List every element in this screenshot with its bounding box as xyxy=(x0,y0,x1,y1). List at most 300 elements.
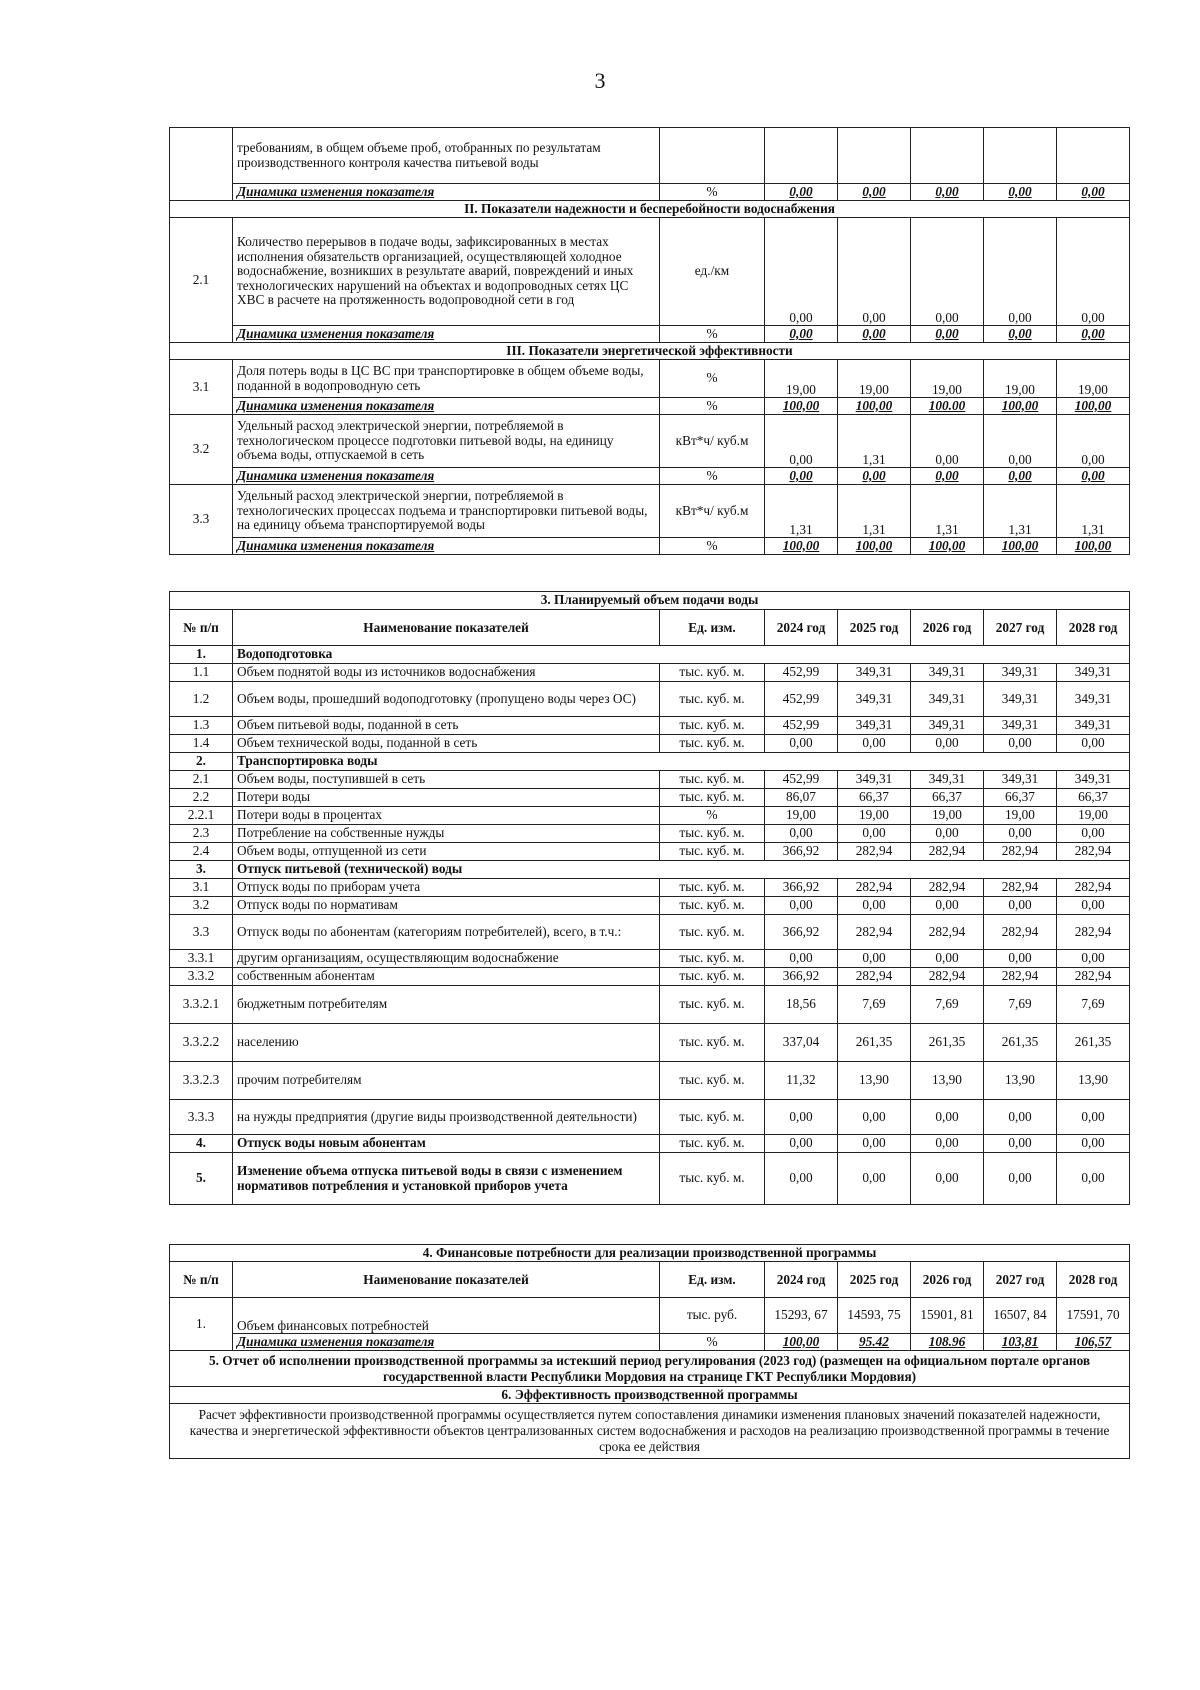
value-1: 11,32 xyxy=(765,1062,838,1100)
value-5: 7,69 xyxy=(1057,986,1130,1024)
group-empty xyxy=(660,646,1130,664)
row-number: 5. xyxy=(170,1153,233,1205)
header-year-2: 2025 год xyxy=(838,610,911,646)
row-number: 2. xyxy=(170,753,233,771)
unit-cell: % xyxy=(660,807,765,825)
group-name: Водоподготовка xyxy=(233,646,660,664)
value-2: 0,00 xyxy=(838,897,911,915)
value-2: 349,31 xyxy=(838,682,911,717)
row-number: 3.3.2.2 xyxy=(170,1024,233,1062)
value-2: 0,00 xyxy=(838,825,911,843)
efficiency-text-row xyxy=(170,1404,1130,1459)
table-row xyxy=(170,879,1130,897)
unit-cell: тыс. куб. м. xyxy=(660,1153,765,1205)
header-year-5: 2028 год xyxy=(1057,610,1130,646)
value-2: 66,37 xyxy=(838,789,911,807)
dynamics-label: Динамика изменения показателя xyxy=(233,326,660,343)
value-3: 13,90 xyxy=(911,1062,984,1100)
dynamics-value-1: 0,00 xyxy=(765,326,838,343)
indicator-name: Потери воды в процентах xyxy=(233,807,660,825)
value-1: 366,92 xyxy=(765,879,838,897)
value-3: 282,94 xyxy=(911,968,984,986)
header-name: Наименование показателей xyxy=(233,1262,660,1298)
unit-cell: ед./км xyxy=(660,218,765,326)
value-5: 261,35 xyxy=(1057,1024,1130,1062)
value-1: 0,00 xyxy=(765,1135,838,1153)
value-1: 1,31 xyxy=(765,485,838,538)
dynamics-row xyxy=(170,398,1130,415)
value-4: 0,00 xyxy=(984,415,1057,468)
dynamics-value-5: 0,00 xyxy=(1057,184,1130,201)
finance-value-5: 17591, 70 xyxy=(1057,1298,1130,1334)
dynamics-value-1: 0,00 xyxy=(765,468,838,485)
indicator-name: Отпуск воды новым абонентам xyxy=(233,1135,660,1153)
indicator-name: Потери воды xyxy=(233,789,660,807)
value-cell xyxy=(911,128,984,184)
row-number: 3.2 xyxy=(170,415,233,485)
value-4: 19,00 xyxy=(984,360,1057,398)
value-5: 282,94 xyxy=(1057,843,1130,861)
indicator-name: Отпуск воды по приборам учета xyxy=(233,879,660,897)
value-3: 282,94 xyxy=(911,879,984,897)
value-5: 0,00 xyxy=(1057,1153,1130,1205)
value-2: 0,00 xyxy=(838,1135,911,1153)
dynamics-value-3: 0,00 xyxy=(911,326,984,343)
row-number: 2.2.1 xyxy=(170,807,233,825)
dynamics-value-2: 0,00 xyxy=(838,184,911,201)
value-3: 19,00 xyxy=(911,807,984,825)
indicator-name: Объем финансовых потребностей xyxy=(233,1298,660,1334)
unit-cell: тыс. куб. м. xyxy=(660,968,765,986)
value-3: 0,00 xyxy=(911,415,984,468)
indicator-name: требованиям, в общем объеме проб, отобранных по результатам производственного контроля качества питьевой воды xyxy=(233,128,660,184)
value-2: 349,31 xyxy=(838,771,911,789)
value-2: 7,69 xyxy=(838,986,911,1024)
header-row xyxy=(170,1262,1130,1298)
dynamics-value-1: 0,00 xyxy=(765,184,838,201)
table-row xyxy=(170,1062,1130,1100)
value-4: 0,00 xyxy=(984,1153,1057,1205)
header-unit: Ед. изм. xyxy=(660,610,765,646)
value-1: 0,00 xyxy=(765,735,838,753)
value-1: 452,99 xyxy=(765,771,838,789)
value-5: 0,00 xyxy=(1057,218,1130,326)
indicator-name: Потребление на собственные нужды xyxy=(233,825,660,843)
value-cell xyxy=(765,128,838,184)
value-5: 0,00 xyxy=(1057,415,1130,468)
row-number: 1.2 xyxy=(170,682,233,717)
value-2: 0,00 xyxy=(838,950,911,968)
value-4: 0,00 xyxy=(984,218,1057,326)
table-row xyxy=(170,735,1130,753)
value-2: 282,94 xyxy=(838,968,911,986)
table-row xyxy=(170,771,1130,789)
header-year-1: 2024 год xyxy=(765,610,838,646)
dynamics-value-2: 100,00 xyxy=(838,538,911,555)
row-number: 3.3 xyxy=(170,485,233,555)
value-3: 0,00 xyxy=(911,735,984,753)
row-number: 2.2 xyxy=(170,789,233,807)
row-number: 3.2 xyxy=(170,897,233,915)
indicator-name: Объем питьевой воды, поданной в сеть xyxy=(233,717,660,735)
value-4: 261,35 xyxy=(984,1024,1057,1062)
dynamics-value-4: 100,00 xyxy=(984,398,1057,415)
unit-cell: % xyxy=(660,468,765,485)
section-title-row xyxy=(170,592,1130,610)
value-3: 0,00 xyxy=(911,897,984,915)
value-1: 19,00 xyxy=(765,807,838,825)
value-4: 349,31 xyxy=(984,717,1057,735)
value-4: 7,69 xyxy=(984,986,1057,1024)
value-2: 349,31 xyxy=(838,664,911,682)
value-4: 0,00 xyxy=(984,1135,1057,1153)
unit-cell: тыс. куб. м. xyxy=(660,950,765,968)
dynamics-value-5: 100,00 xyxy=(1057,398,1130,415)
value-4: 0,00 xyxy=(984,950,1057,968)
value-5: 0,00 xyxy=(1057,950,1130,968)
finance-table xyxy=(169,1244,1130,1459)
indicator-name: Объем воды, отпущенной из сети xyxy=(233,843,660,861)
header-name: Наименование показателей xyxy=(233,610,660,646)
value-5: 0,00 xyxy=(1057,897,1130,915)
value-1: 337,04 xyxy=(765,1024,838,1062)
indicator-name: Удельный расход электрической энергии, потребляемой в технологических процессах подъема и транспортировки питьевой воды, на единицу объема транспортируемой воды xyxy=(233,485,660,538)
value-3: 1,31 xyxy=(911,485,984,538)
table-row xyxy=(170,861,1130,879)
row-number: 1.3 xyxy=(170,717,233,735)
dynamics-value-4: 100,00 xyxy=(984,538,1057,555)
value-4: 282,94 xyxy=(984,968,1057,986)
value-5: 349,31 xyxy=(1057,682,1130,717)
value-3: 282,94 xyxy=(911,843,984,861)
table-row xyxy=(170,1024,1130,1062)
dynamics-label: Динамика изменения показателя xyxy=(233,538,660,555)
unit-cell: тыс. куб. м. xyxy=(660,897,765,915)
dynamics-label: Динамика изменения показателя xyxy=(233,468,660,485)
indicator-name: Объем воды, прошедший водоподготовку (пропущено воды через ОС) xyxy=(233,682,660,717)
unit-cell: кВт*ч/ куб.м xyxy=(660,415,765,468)
value-2: 0,00 xyxy=(838,735,911,753)
section-title-row xyxy=(170,1245,1130,1262)
value-4: 282,94 xyxy=(984,879,1057,897)
value-3: 0,00 xyxy=(911,825,984,843)
indicator-name: на нужды предприятия (другие виды производственной деятельности) xyxy=(233,1100,660,1135)
value-2: 0,00 xyxy=(838,218,911,326)
dynamics-value-1: 100,00 xyxy=(765,398,838,415)
row-number: 3.1 xyxy=(170,879,233,897)
unit-cell: тыс. руб. xyxy=(660,1298,765,1334)
dynamics-value-2: 0,00 xyxy=(838,326,911,343)
value-2: 1,31 xyxy=(838,485,911,538)
row-number: 3.3.3 xyxy=(170,1100,233,1135)
value-1: 0,00 xyxy=(765,950,838,968)
table-row xyxy=(170,843,1130,861)
unit-cell: % xyxy=(660,326,765,343)
value-5: 349,31 xyxy=(1057,717,1130,735)
unit-cell: % xyxy=(660,360,765,398)
unit-cell: тыс. куб. м. xyxy=(660,1062,765,1100)
value-1: 452,99 xyxy=(765,717,838,735)
row-number: 2.4 xyxy=(170,843,233,861)
value-cell xyxy=(838,128,911,184)
indicator-name: Отпуск воды по абонентам (категориям потребителей), всего, в т.ч.: xyxy=(233,915,660,950)
table-row xyxy=(170,717,1130,735)
unit-cell: тыс. куб. м. xyxy=(660,1024,765,1062)
dynamics-value-1: 100,00 xyxy=(765,538,838,555)
table-row xyxy=(170,968,1130,986)
value-5: 349,31 xyxy=(1057,771,1130,789)
value-3: 19,00 xyxy=(911,360,984,398)
header-unit: Ед. изм. xyxy=(660,1262,765,1298)
table-row xyxy=(170,753,1130,771)
row-number: 4. xyxy=(170,1135,233,1153)
dynamics-value-4: 0,00 xyxy=(984,326,1057,343)
table-row xyxy=(170,1153,1130,1205)
table-row xyxy=(170,682,1130,717)
value-cell xyxy=(984,128,1057,184)
section-title-row xyxy=(170,201,1130,218)
unit-cell: тыс. куб. м. xyxy=(660,682,765,717)
dynamics-value-3: 108.96 xyxy=(911,1334,984,1351)
table-row xyxy=(170,986,1130,1024)
value-3: 0,00 xyxy=(911,1135,984,1153)
value-1: 0,00 xyxy=(765,897,838,915)
dynamics-value-2: 0,00 xyxy=(838,468,911,485)
table-row xyxy=(170,664,1130,682)
dynamics-value-5: 0,00 xyxy=(1057,326,1130,343)
value-1: 86,07 xyxy=(765,789,838,807)
table-row xyxy=(170,897,1130,915)
value-4: 0,00 xyxy=(984,825,1057,843)
report-title: 5. Отчет об исполнении производственной программы за истекший период регулирования (2023 год) (размещен на официальном портале органов государственной власти Республики Мордовия на странице ГКТ Республики Мордовия) xyxy=(170,1351,1130,1387)
dynamics-value-4: 0,00 xyxy=(984,468,1057,485)
dynamics-row xyxy=(170,326,1130,343)
dynamics-row xyxy=(170,468,1130,485)
value-2: 0,00 xyxy=(838,1100,911,1135)
section-title-row xyxy=(170,1387,1130,1404)
table-row xyxy=(170,915,1130,950)
value-4: 0,00 xyxy=(984,897,1057,915)
value-3: 349,31 xyxy=(911,717,984,735)
table-row xyxy=(170,789,1130,807)
value-4: 19,00 xyxy=(984,807,1057,825)
value-3: 349,31 xyxy=(911,682,984,717)
indicator-name: Объем технической воды, поданной в сеть xyxy=(233,735,660,753)
unit-cell: % xyxy=(660,184,765,201)
dynamics-row xyxy=(170,538,1130,555)
value-3: 0,00 xyxy=(911,218,984,326)
header-year-4: 2027 год xyxy=(984,610,1057,646)
value-5: 1,31 xyxy=(1057,485,1130,538)
indicator-name: Количество перерывов в подаче воды, зафиксированных в местах исполнения обязательств организацией, осуществляющей холодное водоснабжение, возникших в результате аварий, повреждений и иных технологических нарушений на объектах и водопроводных сетях ЦС ХВС в расчете на протяженность водопроводной сети в год xyxy=(233,218,660,326)
group-name: Транспортировка воды xyxy=(233,753,660,771)
unit-cell: тыс. куб. м. xyxy=(660,664,765,682)
dynamics-value-3: 100.00 xyxy=(911,398,984,415)
value-4: 282,94 xyxy=(984,915,1057,950)
value-2: 349,31 xyxy=(838,717,911,735)
unit-cell: тыс. куб. м. xyxy=(660,1135,765,1153)
value-3: 261,35 xyxy=(911,1024,984,1062)
dynamics-value-4: 0,00 xyxy=(984,184,1057,201)
header-year-4: 2027 год xyxy=(984,1262,1057,1298)
continued-indicator-row xyxy=(170,128,1130,184)
unit-cell: тыс. куб. м. xyxy=(660,735,765,753)
dynamics-label: Динамика изменения показателя xyxy=(233,398,660,415)
value-2: 13,90 xyxy=(838,1062,911,1100)
dynamics-value-4: 103,81 xyxy=(984,1334,1057,1351)
dynamics-value-2: 100,00 xyxy=(838,398,911,415)
water-volume-table xyxy=(169,591,1130,1205)
value-5: 66,37 xyxy=(1057,789,1130,807)
unit-cell: % xyxy=(660,398,765,415)
value-1: 452,99 xyxy=(765,682,838,717)
value-4: 349,31 xyxy=(984,682,1057,717)
report-row xyxy=(170,1351,1130,1387)
unit-cell: тыс. куб. м. xyxy=(660,1100,765,1135)
header-year-2: 2025 год xyxy=(838,1262,911,1298)
row-number: 2.1 xyxy=(170,218,233,343)
value-3: 0,00 xyxy=(911,950,984,968)
finance-value-3: 15901, 81 xyxy=(911,1298,984,1334)
row-number: 3.3.1 xyxy=(170,950,233,968)
table-row xyxy=(170,1135,1130,1153)
dynamics-row xyxy=(170,1334,1130,1351)
value-3: 66,37 xyxy=(911,789,984,807)
indicator-name: другим организациям, осуществляющим водоснабжение xyxy=(233,950,660,968)
value-5: 19,00 xyxy=(1057,807,1130,825)
indicator-row xyxy=(170,415,1130,468)
dynamics-value-1: 100,00 xyxy=(765,1334,838,1351)
section-title-row xyxy=(170,343,1130,360)
unit-cell: тыс. куб. м. xyxy=(660,879,765,897)
finance-value-2: 14593, 75 xyxy=(838,1298,911,1334)
row-number: 3.3.2.3 xyxy=(170,1062,233,1100)
value-5: 282,94 xyxy=(1057,915,1130,950)
unit-cell xyxy=(660,128,765,184)
row-number: 2.3 xyxy=(170,825,233,843)
value-4: 1,31 xyxy=(984,485,1057,538)
value-1: 366,92 xyxy=(765,843,838,861)
value-2: 282,94 xyxy=(838,879,911,897)
finance-title: 4. Финансовые потребности для реализации производственной программы xyxy=(170,1245,1130,1262)
indicator-name: Доля потерь воды в ЦС ВС при транспортировке в общем объеме воды, поданной в водопроводную сеть xyxy=(233,360,660,398)
indicator-name: прочим потребителям xyxy=(233,1062,660,1100)
row-number: 1. xyxy=(170,1298,233,1351)
row-number: 3.3.2.1 xyxy=(170,986,233,1024)
value-3: 349,31 xyxy=(911,771,984,789)
table-row xyxy=(170,646,1130,664)
table-row xyxy=(170,807,1130,825)
finance-value-1: 15293, 67 xyxy=(765,1298,838,1334)
dynamics-value-3: 100,00 xyxy=(911,538,984,555)
value-2: 282,94 xyxy=(838,843,911,861)
finance-value-4: 16507, 84 xyxy=(984,1298,1057,1334)
group-empty xyxy=(660,753,1130,771)
value-4: 349,31 xyxy=(984,771,1057,789)
page-number: 3 xyxy=(594,68,606,93)
value-5: 19,00 xyxy=(1057,360,1130,398)
row-number: 1.4 xyxy=(170,735,233,753)
value-2: 19,00 xyxy=(838,360,911,398)
unit-cell: тыс. куб. м. xyxy=(660,825,765,843)
value-4: 66,37 xyxy=(984,789,1057,807)
indicators-table xyxy=(169,127,1130,555)
indicator-name: Объем воды, поступившей в сеть xyxy=(233,771,660,789)
row-number: 3.1 xyxy=(170,360,233,415)
value-5: 282,94 xyxy=(1057,968,1130,986)
value-5: 13,90 xyxy=(1057,1062,1130,1100)
section-2-title: II. Показатели надежности и бесперебойности водоснабжения xyxy=(170,201,1130,218)
table-row xyxy=(170,1100,1130,1135)
value-cell xyxy=(1057,128,1130,184)
unit-cell: тыс. куб. м. xyxy=(660,789,765,807)
group-empty xyxy=(660,861,1130,879)
value-2: 0,00 xyxy=(838,1153,911,1205)
value-5: 0,00 xyxy=(1057,1135,1130,1153)
indicator-name: Изменение объема отпуска питьевой воды в связи с изменением нормативов потребления и установкой приборов учета xyxy=(233,1153,660,1205)
value-5: 0,00 xyxy=(1057,735,1130,753)
header-year-5: 2028 год xyxy=(1057,1262,1130,1298)
value-4: 0,00 xyxy=(984,735,1057,753)
unit-cell: кВт*ч/ куб.м xyxy=(660,485,765,538)
indicator-row xyxy=(170,360,1130,398)
indicator-name: Объем поднятой воды из источников водоснабжения xyxy=(233,664,660,682)
dynamics-label: Динамика изменения показателя xyxy=(233,1334,660,1351)
unit-cell: % xyxy=(660,538,765,555)
value-3: 0,00 xyxy=(911,1153,984,1205)
value-1: 0,00 xyxy=(765,825,838,843)
value-1: 0,00 xyxy=(765,218,838,326)
dynamics-value-5: 100,00 xyxy=(1057,538,1130,555)
volume-title: 3. Планируемый объем подачи воды xyxy=(170,592,1130,610)
num-cell xyxy=(170,128,233,201)
row-number: 1. xyxy=(170,646,233,664)
group-name: Отпуск питьевой (технической) воды xyxy=(233,861,660,879)
efficiency-title: 6. Эффективность производственной программы xyxy=(170,1387,1130,1404)
value-1: 366,92 xyxy=(765,915,838,950)
unit-cell: тыс. куб. м. xyxy=(660,843,765,861)
value-4: 13,90 xyxy=(984,1062,1057,1100)
value-4: 0,00 xyxy=(984,1100,1057,1135)
unit-cell: тыс. куб. м. xyxy=(660,986,765,1024)
value-4: 349,31 xyxy=(984,664,1057,682)
header-year-3: 2026 год xyxy=(911,1262,984,1298)
indicator-row xyxy=(170,218,1130,326)
value-2: 282,94 xyxy=(838,915,911,950)
indicator-name: собственным абонентам xyxy=(233,968,660,986)
header-num: № п/п xyxy=(170,610,233,646)
row-number: 1.1 xyxy=(170,664,233,682)
value-3: 349,31 xyxy=(911,664,984,682)
value-4: 282,94 xyxy=(984,843,1057,861)
value-5: 0,00 xyxy=(1057,1100,1130,1135)
value-3: 7,69 xyxy=(911,986,984,1024)
value-1: 366,92 xyxy=(765,968,838,986)
dynamics-value-5: 0,00 xyxy=(1057,468,1130,485)
dynamics-value-3: 0,00 xyxy=(911,184,984,201)
value-2: 19,00 xyxy=(838,807,911,825)
efficiency-text: Расчет эффективности производственной программы осуществляется путем сопоставления динамики изменения плановых значений показателей надежности, качества и энергетической эффективности объектов централизованных систем водоснабжения и расходов на реализацию производственной программы в течение срока ее действия xyxy=(170,1404,1130,1459)
value-5: 349,31 xyxy=(1057,664,1130,682)
value-2: 1,31 xyxy=(838,415,911,468)
indicator-name: населению xyxy=(233,1024,660,1062)
row-number: 3. xyxy=(170,861,233,879)
unit-cell: тыс. куб. м. xyxy=(660,771,765,789)
table-row xyxy=(170,825,1130,843)
unit-cell: % xyxy=(660,1334,765,1351)
row-number: 2.1 xyxy=(170,771,233,789)
value-1: 18,56 xyxy=(765,986,838,1024)
